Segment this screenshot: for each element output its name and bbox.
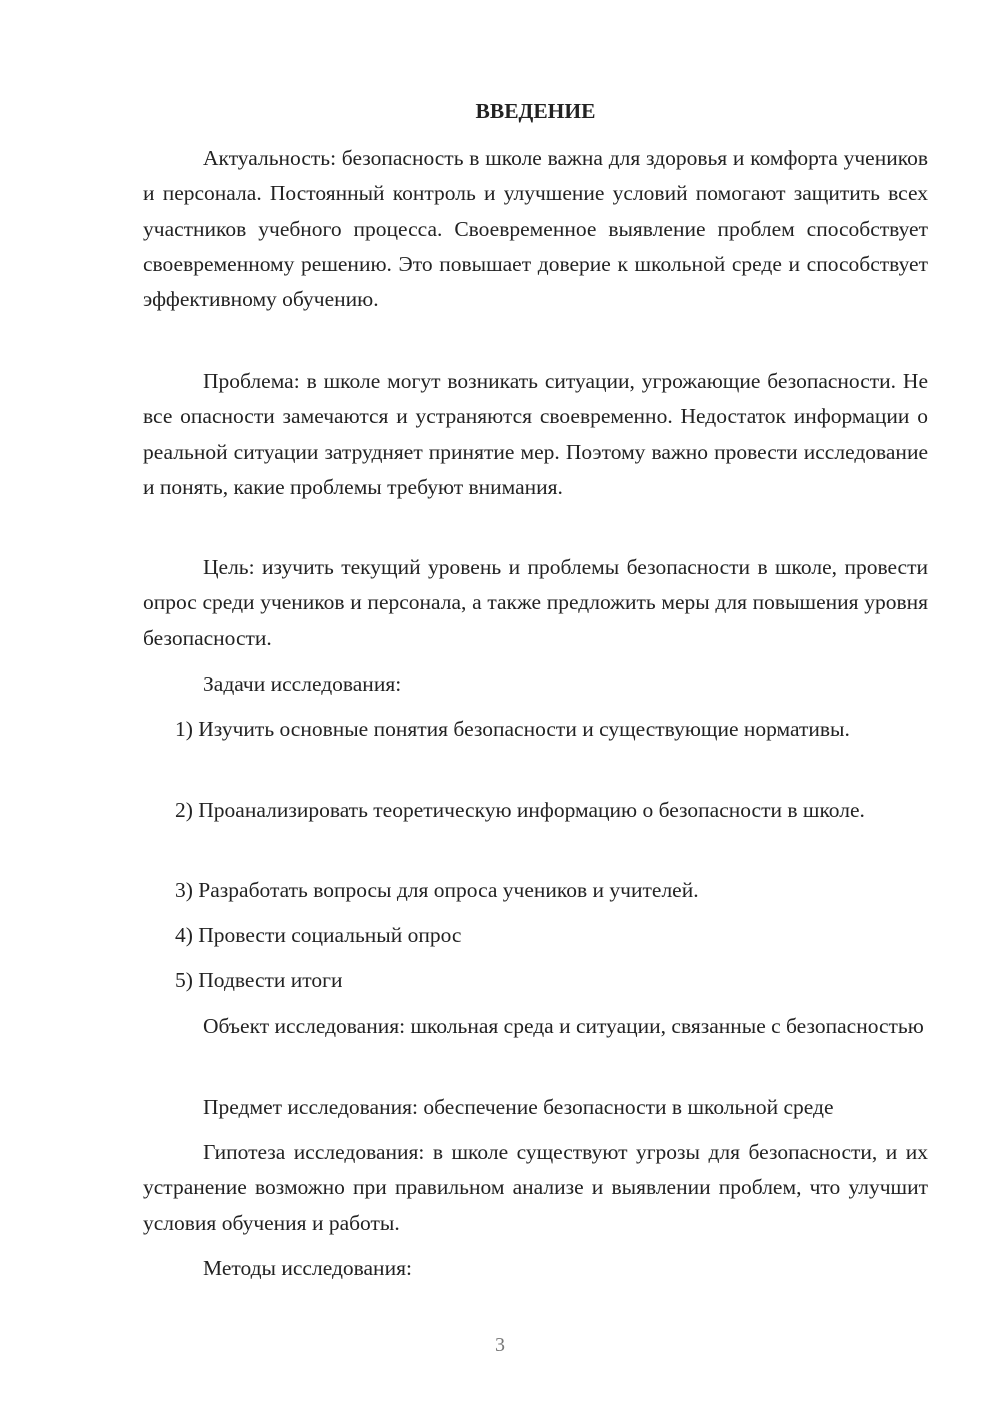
section-title: ВВЕДЕНИЕ [475,99,596,123]
task-item-3: 3) Разработать вопросы для опроса учеников и учителей. [175,878,699,902]
paragraph-object: Объект исследования: школьная среда и ситуации, связанные с безопасностью [203,1014,924,1038]
paragraph-tasks-heading: Задачи исследования: [203,672,402,696]
paragraph-relevance: Актуальность: безопасность в школе важна для здоровья и комфорта учеников и персонала. Постоянный контроль и улучшение условий помогают защитить всех участников учебного процесса. Своевременное выявление проблем способствует своевременному решению. Это повышает доверие к школьной среде и способствует эффективному обучению. [143,146,928,312]
task-item-1: 1) Изучить основные понятия безопасности и существующие нормативы. [175,717,850,741]
task-item-4: 4) Провести социальный опрос [175,923,462,947]
paragraph-methods: Методы исследования: [203,1256,412,1280]
task-item-2: 2) Проанализировать теоретическую информацию о безопасности в школе. [175,798,865,822]
paragraph-problem: Проблема: в школе могут возникать ситуации, угрожающие безопасности. Не все опасности замечаются и устраняются своевременно. Недостаток информации о реальной ситуации затрудняет принятие мер. Поэтому важно провести исследование и понять, какие проблемы требуют внимания. [143,369,928,499]
paragraph-goal: Цель: изучить текущий уровень и проблемы безопасности в школе, провести опрос среди учеников и персонала, а также предложить меры для повышения уровня безопасности. [143,555,928,650]
paragraph-hypothesis: Гипотеза исследования: в школе существуют угрозы для безопасности, и их устранение возможно при правильном анализе и выявлении проблем, что улучшит условия обучения и работы. [143,1140,928,1235]
page-number: 3 [495,1334,505,1356]
paragraph-subject: Предмет исследования: обеспечение безопасности в школьной среде [203,1095,834,1119]
task-item-5: 5) Подвести итоги [175,968,343,992]
